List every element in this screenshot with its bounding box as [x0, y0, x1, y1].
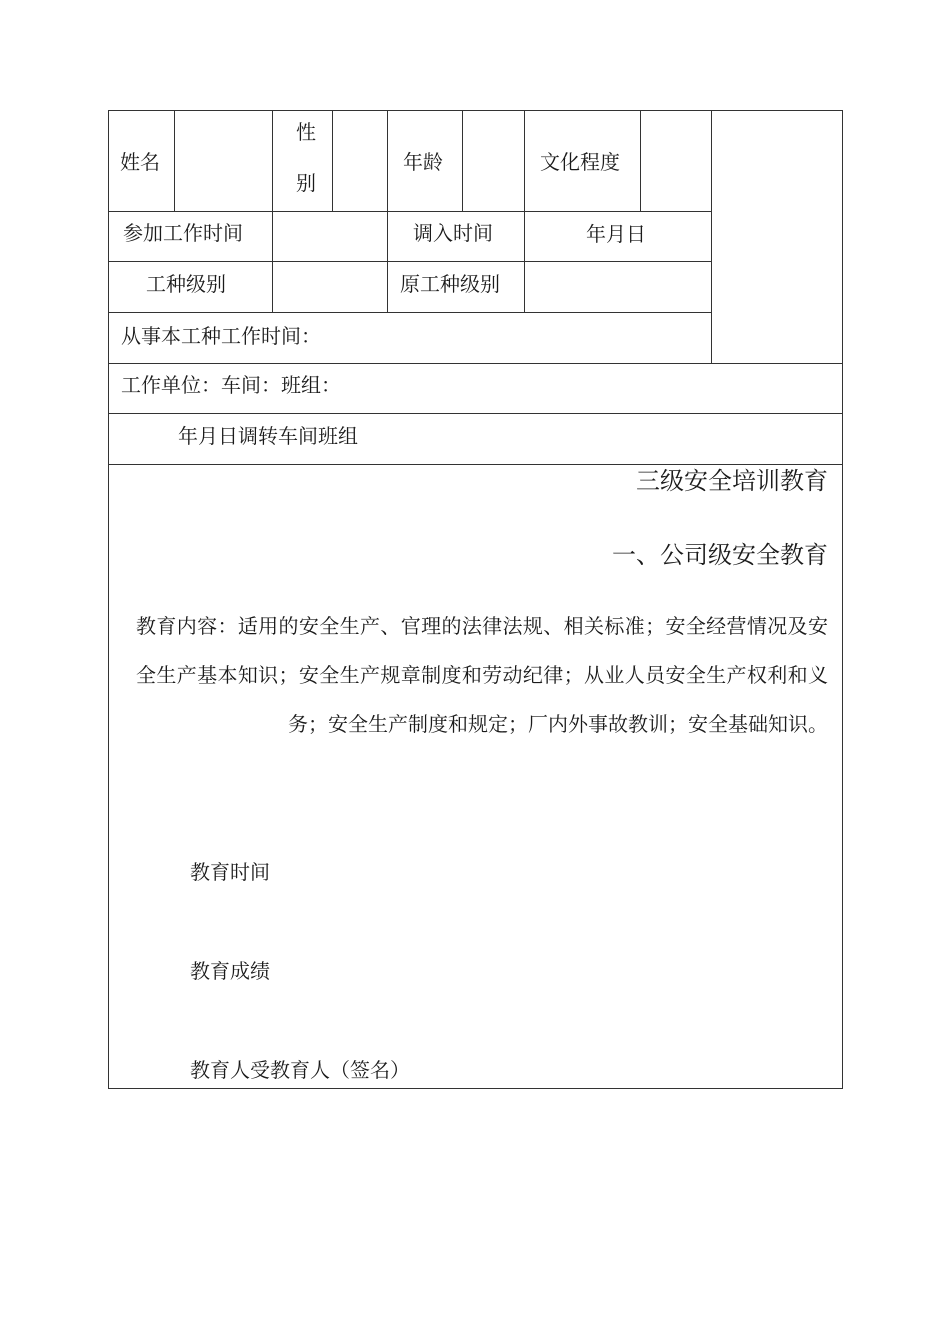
col-divider [332, 110, 333, 211]
row-divider [108, 363, 843, 364]
row-divider [108, 413, 843, 414]
job-grade-label: 工种级别 [146, 272, 226, 296]
col-divider [174, 110, 175, 211]
work-unit-label: 工作单位：车间：班组： [121, 373, 341, 397]
start-work-label: 参加工作时间 [123, 221, 243, 245]
job-duration-label: 从事本工种工作时间： [121, 324, 321, 348]
training-title: 三级安全培训教育 [636, 467, 828, 495]
education-time-label: 教育时间 [190, 860, 270, 884]
education-label: 文化程度 [540, 150, 620, 174]
col-divider [462, 110, 463, 211]
transfer-in-label: 调入时间 [413, 221, 493, 245]
row-divider [108, 261, 712, 262]
education-content: 教育内容：适用的安全生产、官理的法律法规、相关标准；安全经营情况及安全生产基本知识；安全生产规章制度和劳动纪律；从业人员安全生产权利和义务；安全生产制度和规定；厂内外事故教训；安全基础知识。 [136, 614, 828, 736]
name-label: 姓名 [120, 150, 160, 174]
col-divider [387, 110, 388, 313]
transfer-line: 年月日调转车间班组 [178, 424, 358, 448]
section-title: 一、公司级安全教育 [612, 541, 828, 569]
gender-label: 别 [296, 171, 316, 195]
row-divider [108, 211, 712, 212]
gender-label: 性 [296, 120, 316, 144]
registration-form-frame [108, 110, 843, 1089]
age-label: 年龄 [403, 150, 443, 174]
education-score-label: 教育成绩 [190, 959, 270, 983]
col-divider [640, 110, 641, 211]
transfer-in-value: 年月日 [586, 222, 646, 246]
row-divider [108, 464, 843, 465]
signature-label: 教育人受教育人（签名） [190, 1058, 410, 1082]
row-divider [108, 312, 712, 313]
col-divider [524, 110, 525, 313]
col-divider [272, 110, 273, 313]
original-job-grade-label: 原工种级别 [400, 272, 500, 296]
photo-column-divider [711, 110, 712, 364]
